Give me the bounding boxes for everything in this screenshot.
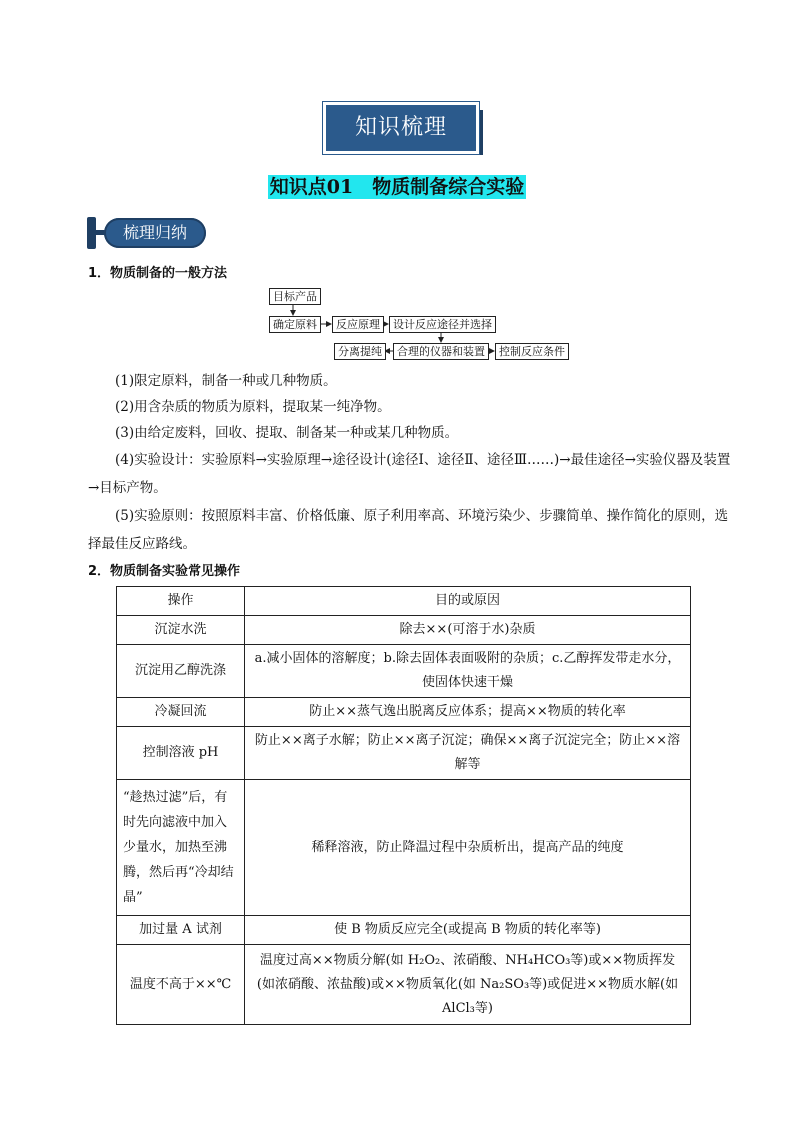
table-row [117,698,691,727]
flowchart [0,0,794,380]
point-3: (3)由给定废料，回收、提取、制备某一种或某几种物质。 [115,425,459,441]
flow-principle-box: 反应原理 [332,316,384,333]
table-row [117,780,691,916]
table-cell-operation: 加过量 A 试剂 [117,916,245,945]
operations-table [116,586,691,1025]
table-cell-purpose: 稀释溶液，防止降温过程中杂质析出，提高产品的纯度 [245,780,691,916]
flow-target-box: 目标产品 [269,288,321,305]
table-cell-purpose: a.减小固体的溶解度；b.除去固体表面吸附的杂质；c.乙醇挥发带走水分，使固体快速干燥 [245,645,691,698]
table-cell-purpose: 温度过高××物质分解(如 H₂O₂、浓硝酸、NH₄HCO₃等)或××物质挥发(如浓硝酸、浓盐酸)或××物质氧化(如 Na₂SO₃等)或促进××物质水解(如 AlCl₃等) [245,945,691,1025]
table-header-row [117,587,691,616]
point-5: (5)实验原则：按照原料丰富、价格低廉、原子利用率高、环境污染少、步骤简单、操作简化的原则，选择最佳反应路线。 [88,508,729,552]
flow-route-box: 设计反应途径并选择 [389,316,496,333]
table-cell-purpose: 使 B 物质反应完全(或提高 B 物质的转化率等) [245,916,691,945]
table-cell-purpose: 除去××(可溶于水)杂质 [245,616,691,645]
point-2: (2)用含杂质的物质为原料，提取某一纯净物。 [115,399,391,415]
flow-separate-box: 分离提纯 [334,343,386,360]
table-cell-operation: 控制溶液 pH [117,727,245,780]
table-cell-operation: 冷凝回流 [117,698,245,727]
page-title-banner: 知识梳理 [323,102,479,154]
table-cell-operation: 温度不高于××℃ [117,945,245,1025]
flow-raw-box: 确定原料 [269,316,321,333]
table-cell-operation: 沉淀水洗 [117,616,245,645]
table-cell-operation: “趁热过滤”后，有时先向滤液中加入少量水，加热至沸腾，然后再“冷却结晶” [117,780,245,916]
table-header-purpose: 目的或原因 [245,587,691,616]
table-row [117,945,691,1025]
table-row [117,727,691,780]
point-1: (1)限定原料，制备一种或几种物质。 [115,373,337,389]
table-cell-purpose: 防止××蒸气逸出脱离反应体系；提高××物质的转化率 [245,698,691,727]
knowledge-point-title-text: 知识点01 物质制备综合实验 [269,176,525,198]
section2-heading: 2．物质制备实验常见操作 [88,564,241,579]
table-row [117,916,691,945]
flow-control-box: 控制反应条件 [495,343,569,360]
flow-apparatus-box: 合理的仪器和装置 [393,343,489,360]
section-tag: 梳理归纳 [104,218,206,248]
table-row [117,645,691,698]
table-row [117,616,691,645]
point-4: (4)实验设计：实验原料→实验原理→途径设计(途径Ⅰ、途径Ⅱ、途径Ⅲ……)→最佳途径→实验仪器及装置→目标产物。 [88,452,731,496]
table-header-operation: 操作 [117,587,245,616]
table-cell-purpose: 防止××离子水解；防止××离子沉淀；确保××离子沉淀完全；防止××溶解等 [245,727,691,780]
table-cell-operation: 沉淀用乙醇洗涤 [117,645,245,698]
section1-heading: 1．物质制备的一般方法 [88,266,228,281]
